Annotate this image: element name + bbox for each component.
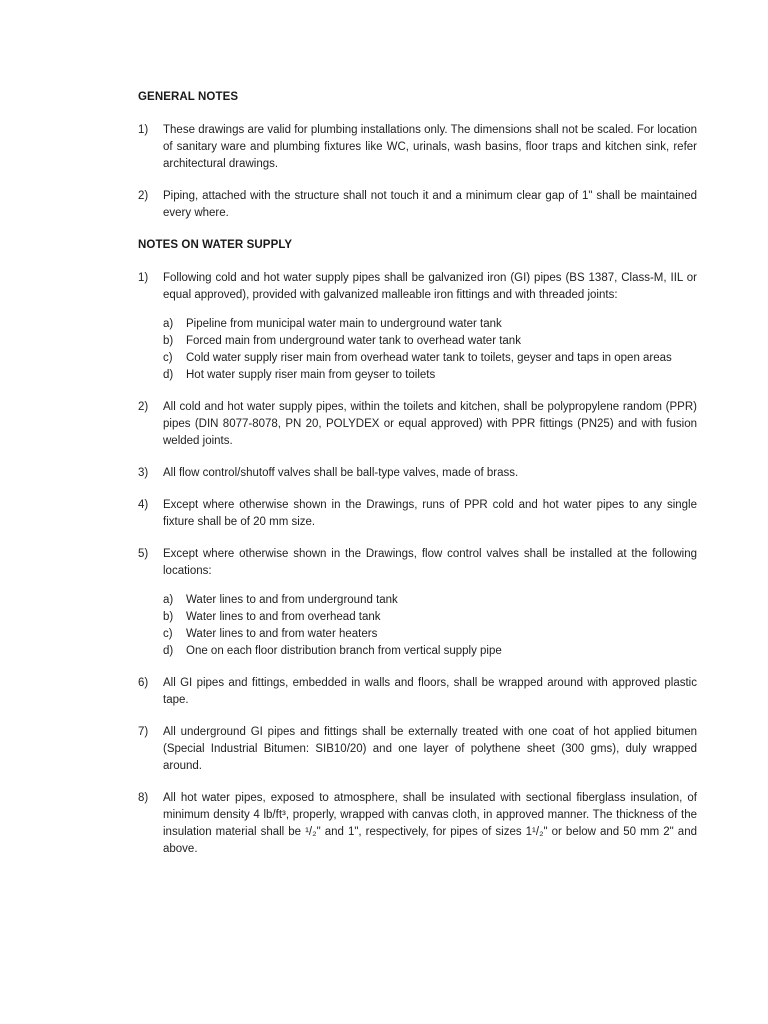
sub-item <box>163 316 697 333</box>
sub-item <box>163 333 697 350</box>
sub-list <box>163 316 697 384</box>
sub-item <box>163 609 697 626</box>
note-item <box>138 399 697 450</box>
sub-item-letter: b) <box>163 335 174 347</box>
section-heading: NOTES ON WATER SUPPLY <box>138 239 293 251</box>
item-text: Except where otherwise shown in the Drawings, runs of PPR cold and hot water pipes to any single fixture shall be of 20 mm size. <box>163 499 697 528</box>
sub-item-text: Water lines to and from underground tank <box>186 594 398 606</box>
item-text: All GI pipes and fittings, embedded in walls and floors, shall be wrapped around with approved plastic tape. <box>163 677 697 706</box>
note-item <box>138 188 697 222</box>
sub-item <box>163 626 697 643</box>
sub-item <box>163 367 697 384</box>
item-number: 2) <box>138 401 149 413</box>
note-item <box>138 724 697 775</box>
item-number: 8) <box>138 792 149 804</box>
sub-item-letter: a) <box>163 594 174 606</box>
section-general-notes <box>138 89 697 222</box>
sub-item-text: One on each floor distribution branch from vertical supply pipe <box>186 645 502 657</box>
sub-item-text: Pipeline from municipal water main to underground water tank <box>186 318 502 330</box>
sub-item-text: Water lines to and from overhead tank <box>186 611 381 623</box>
sub-item <box>163 592 697 609</box>
sub-item <box>163 350 697 367</box>
note-item <box>138 790 697 858</box>
note-item <box>138 465 697 482</box>
item-text: All underground GI pipes and fittings shall be externally treated with one coat of hot applied bitumen (Special Industrial Bitumen: SIB10/20) and one layer of polythene sheet (300 gms), duly wrapped around. <box>163 726 697 772</box>
sub-item-letter: d) <box>163 369 174 381</box>
note-item <box>138 497 697 531</box>
sub-item-letter: d) <box>163 645 174 657</box>
note-item <box>138 122 697 173</box>
sub-item-text: Water lines to and from water heaters <box>186 628 378 640</box>
item-number: 6) <box>138 677 149 689</box>
item-text: These drawings are valid for plumbing installations only. The dimensions shall not be scaled. For location of sanitary ware and plumbing fixtures like WC, urinals, wash basins, floor traps and kitchen sink, refer architectural drawings. <box>163 124 697 170</box>
item-text: Piping, attached with the structure shall not touch it and a minimum clear gap of 1" shall be maintained every where. <box>163 190 697 219</box>
note-item <box>138 270 697 384</box>
sub-item-letter: c) <box>163 628 173 640</box>
note-item <box>138 675 697 709</box>
sub-item-text: Forced main from underground water tank to overhead water tank <box>186 335 521 347</box>
item-number: 3) <box>138 467 149 479</box>
item-number: 1) <box>138 124 149 136</box>
sub-item-letter: a) <box>163 318 174 330</box>
sub-item-letter: c) <box>163 352 173 364</box>
item-text: Except where otherwise shown in the Drawings, flow control valves shall be installed at the following locations: <box>163 548 697 577</box>
item-text: Following cold and hot water supply pipes shall be galvanized iron (GI) pipes (BS 1387, Class-M, IIL or equal approved), provided with galvanized malleable iron fittings and with threaded joints: <box>163 272 697 301</box>
item-number: 1) <box>138 272 149 284</box>
sub-item-text: Cold water supply riser main from overhead water tank to toilets, geyser and taps in open areas <box>186 352 672 364</box>
item-text: All flow control/shutoff valves shall be ball-type valves, made of brass. <box>163 467 519 479</box>
item-number: 5) <box>138 548 149 560</box>
item-number: 7) <box>138 726 149 738</box>
document-content <box>138 89 697 858</box>
sub-list <box>163 592 697 660</box>
section-notes-on-water-supply <box>138 237 697 858</box>
sub-item <box>163 643 697 660</box>
note-item <box>138 546 697 660</box>
item-text: All hot water pipes, exposed to atmosphere, shall be insulated with sectional fiberglass insulation, of minimum density 4 lb/ft³, properly, wrapped with canvas cloth, in approved manner. The thickness of the insulation material shall be ¹/₂" and 1", respectively, for pipes of sizes 1¹/₂" or below and 50 mm 2" and above. <box>163 792 697 855</box>
sub-item-text: Hot water supply riser main from geyser to toilets <box>186 369 436 381</box>
item-number: 4) <box>138 499 149 511</box>
section-heading: GENERAL NOTES <box>138 91 239 103</box>
item-number: 2) <box>138 190 149 202</box>
item-text: All cold and hot water supply pipes, within the toilets and kitchen, shall be polypropylene random (PPR) pipes (DIN 8077-8078, PN 20, POLYDEX or equal approved) with PPR fittings (PN25) and with fusion welded joints. <box>163 401 697 447</box>
sub-item-letter: b) <box>163 611 174 623</box>
